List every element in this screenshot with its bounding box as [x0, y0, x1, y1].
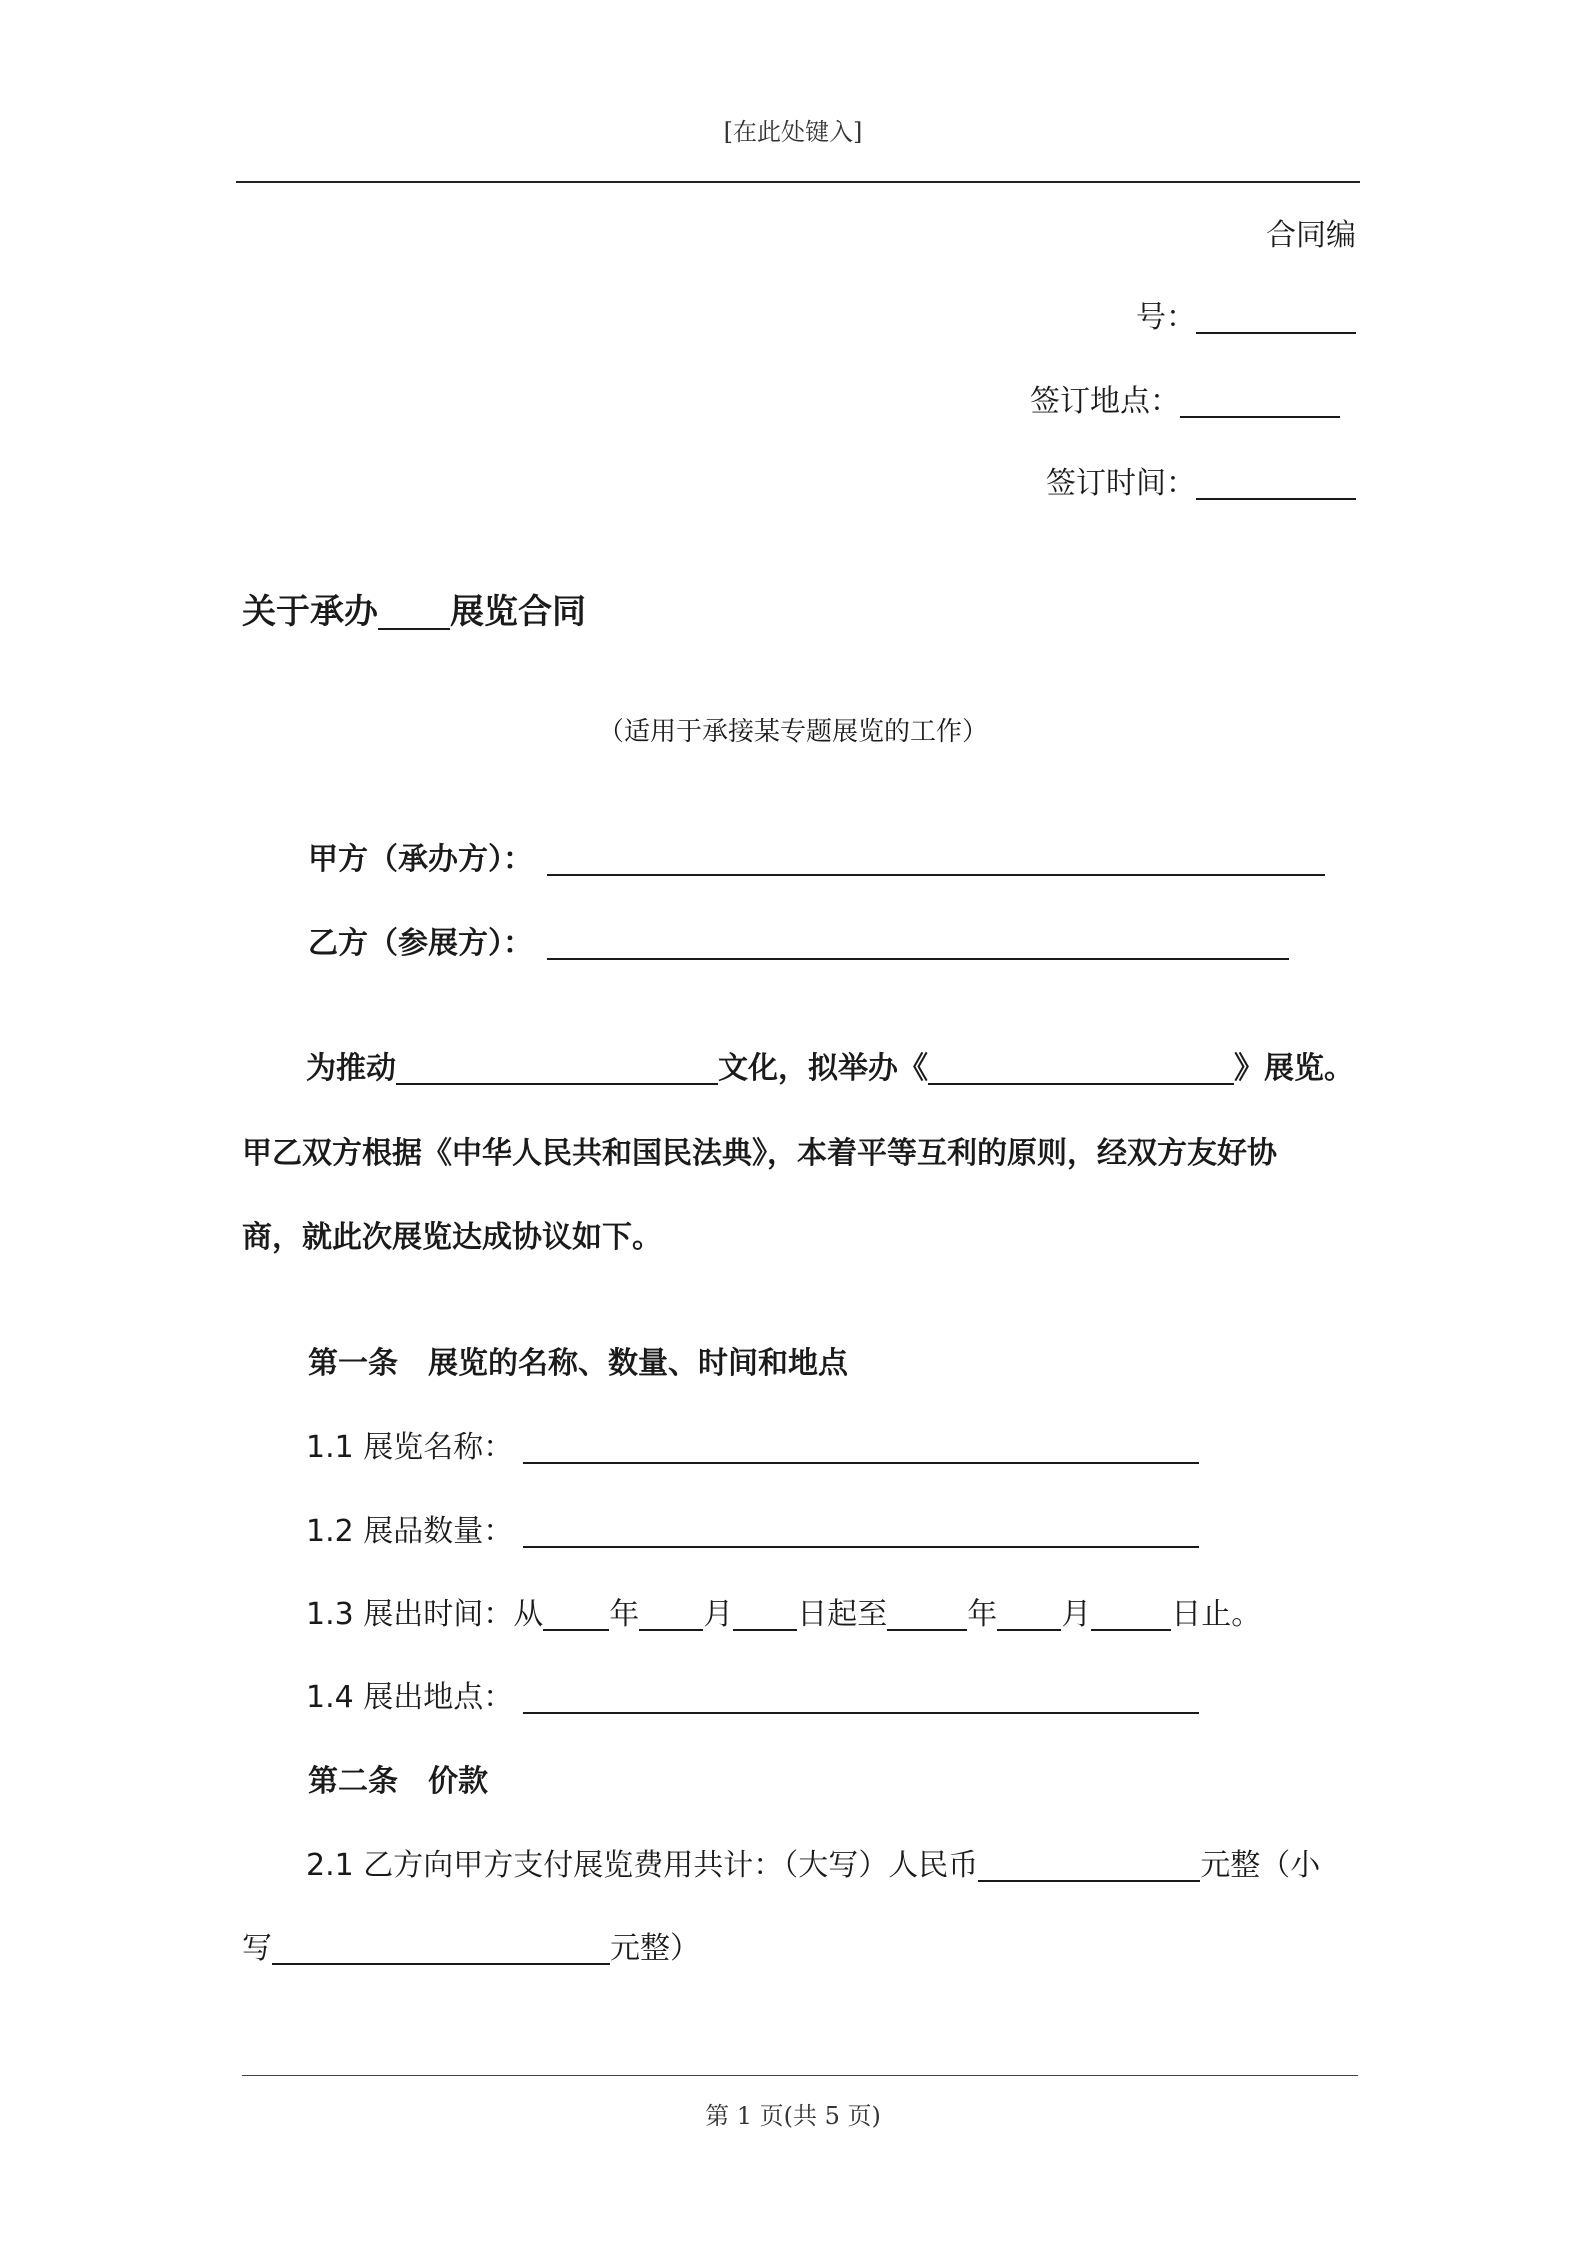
footer-rule [242, 2075, 1358, 2076]
intro-line-1 [306, 1043, 1354, 1087]
title-pre: 关于承办 [242, 592, 378, 632]
item-1-4-label: 1.4 展出地点： [306, 1680, 514, 1715]
intro-text-c: 》展览。 [1234, 1051, 1354, 1086]
item-2-1-row [306, 1840, 1320, 1884]
start-year-blank[interactable] [543, 1599, 609, 1631]
start-month-blank[interactable] [639, 1599, 703, 1631]
party-a-label: 甲方（承办方）： [308, 842, 533, 877]
exhibition-name-blank[interactable] [928, 1053, 1234, 1085]
intro-line-3: 商，就此次展览达成协议如下。 [242, 1220, 662, 1255]
sign-place-label: 签订地点： [1030, 384, 1180, 419]
contract-no-row [1136, 292, 1356, 336]
item-1-1-row [306, 1422, 1199, 1466]
article-1-heading: 第一条 展览的名称、数量、时间和地点 [308, 1346, 848, 1381]
year-label-1: 年 [609, 1597, 640, 1632]
exhibit-quantity-field[interactable] [523, 1516, 1199, 1548]
title-blank[interactable] [378, 594, 450, 630]
page-header: [在此处键入] [723, 118, 863, 146]
start-day-blank[interactable] [733, 1599, 797, 1631]
intro-text-a: 为推动 [306, 1051, 396, 1086]
contract-no-label-2: 号： [1136, 300, 1196, 335]
document-title [242, 584, 586, 633]
party-a-row [308, 834, 1325, 878]
item-1-3-label: 1.3 展出时间：从 [306, 1597, 544, 1632]
amount-numeric-blank[interactable] [272, 1933, 610, 1965]
intro-text-b: 文化，拟举办《 [718, 1051, 928, 1086]
end-year-blank[interactable] [887, 1599, 967, 1631]
culture-blank[interactable] [396, 1053, 718, 1085]
intro-line-2: 甲乙双方根据《中华人民共和国民法典》，本着平等互利的原则，经双方友好协 [242, 1136, 1277, 1171]
contract-no-blank[interactable] [1196, 302, 1356, 334]
article-2-heading: 第二条 价款 [308, 1764, 488, 1799]
party-b-blank[interactable] [547, 928, 1289, 960]
month-label-1: 月 [703, 1597, 734, 1632]
sign-place-blank[interactable] [1180, 386, 1340, 418]
item-2-1-text-c: 写 [242, 1931, 272, 1966]
item-2-1-row-2 [242, 1923, 700, 1967]
document-subtitle: （适用于承接某专题展览的工作） [597, 717, 988, 747]
page-footer: 第 1 页(共 5 页) [705, 2102, 881, 2130]
end-label: 日止。 [1171, 1597, 1262, 1632]
item-1-4-row [306, 1672, 1199, 1716]
month-label-2: 月 [1061, 1597, 1092, 1632]
item-1-2-label: 1.2 展品数量： [306, 1514, 514, 1549]
item-2-1-text-a: 2.1 乙方向甲方支付展览费用共计：（大写）人民币 [306, 1848, 979, 1883]
sign-time-row [1046, 458, 1356, 502]
party-a-blank[interactable] [547, 844, 1325, 876]
party-b-row [308, 918, 1289, 962]
item-2-1-text-b: 元整（小 [1200, 1848, 1321, 1883]
item-1-2-row [306, 1506, 1199, 1550]
end-day-blank[interactable] [1091, 1599, 1171, 1631]
exhibition-name-field[interactable] [523, 1432, 1199, 1464]
header-rule [236, 181, 1360, 183]
contract-no-label: 合同编 [1266, 218, 1356, 253]
exhibition-location-field[interactable] [523, 1682, 1199, 1714]
item-2-1-text-d: 元整） [610, 1931, 700, 1966]
year-label-2: 年 [967, 1597, 998, 1632]
item-1-1-label: 1.1 展览名称： [306, 1430, 514, 1465]
item-1-3-row [306, 1589, 1261, 1633]
party-b-label: 乙方（参展方）： [308, 926, 533, 961]
amount-capital-blank[interactable] [978, 1850, 1200, 1882]
start-to-label: 日起至 [797, 1597, 888, 1632]
sign-time-label: 签订时间： [1046, 466, 1196, 501]
sign-time-blank[interactable] [1196, 468, 1356, 500]
sign-place-row [1030, 376, 1340, 420]
title-post: 展览合同 [450, 592, 586, 632]
end-month-blank[interactable] [997, 1599, 1061, 1631]
